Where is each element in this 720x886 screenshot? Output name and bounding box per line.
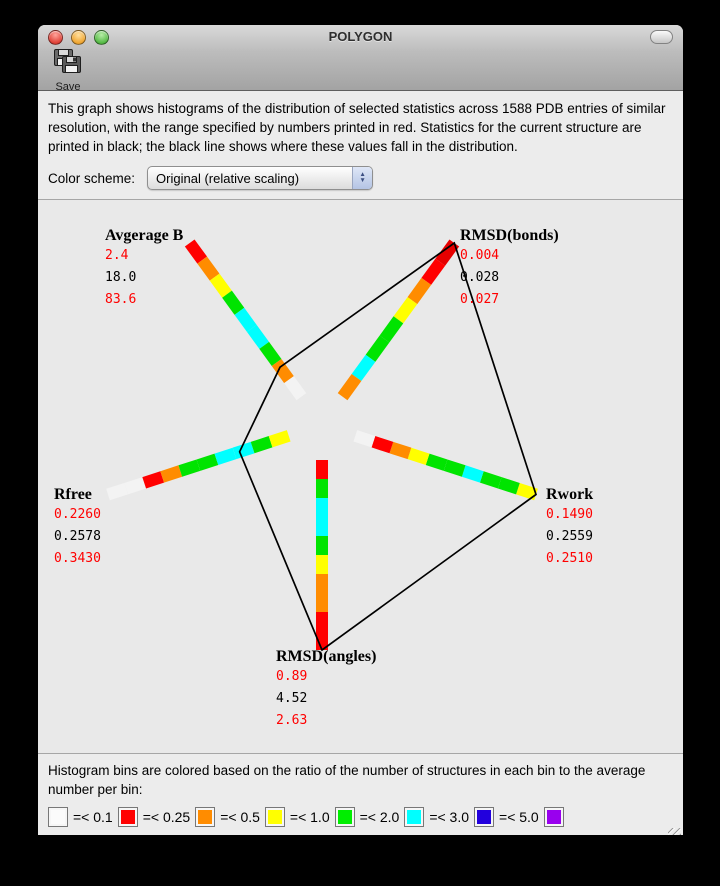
legend-label: =< 0.1 xyxy=(73,809,113,825)
histogram-bin xyxy=(126,483,144,489)
color-scheme-label: Color scheme: xyxy=(48,170,136,186)
polygon-plot-area xyxy=(38,199,683,754)
histogram-bin xyxy=(289,380,301,397)
legend-item xyxy=(118,807,191,827)
axis-label: Avgerage B xyxy=(105,227,184,244)
legend-item xyxy=(195,807,260,827)
axis-min-value: 0.89 xyxy=(276,669,308,684)
window-chrome xyxy=(38,25,683,91)
axis-max-value: 0.3430 xyxy=(54,551,101,566)
histogram-bin xyxy=(235,448,253,454)
axis-current-value: 4.52 xyxy=(276,691,308,706)
histogram-bin xyxy=(391,448,409,454)
stat-block-rmsd-bonds xyxy=(460,227,559,311)
legend-description: Histogram bins are colored based on the ratio of the number of structures in each bin to the average number per bin: xyxy=(48,763,646,797)
histogram-bin xyxy=(373,442,391,448)
histogram-bin xyxy=(464,471,482,477)
histogram-bin xyxy=(426,262,440,281)
axis-max-value: 0.027 xyxy=(460,292,500,307)
legend-label: =< 2.0 xyxy=(359,809,400,825)
axis-label: RMSD(angles) xyxy=(276,648,377,665)
histogram-bin xyxy=(202,260,214,277)
resize-grip[interactable] xyxy=(668,828,681,835)
legend-swatch-white xyxy=(48,807,68,827)
histogram-bin xyxy=(440,243,454,262)
save-floppy-icon xyxy=(53,48,83,80)
stat-block-rwork xyxy=(546,486,593,570)
axis-label: Rfree xyxy=(54,486,92,503)
dropdown-stepper-icon: ▲ ▼ xyxy=(352,167,372,189)
axis-label: RMSD(bonds) xyxy=(460,227,559,244)
histogram-bin xyxy=(271,436,289,442)
polygon-window xyxy=(38,25,683,835)
legend-swatch-purple xyxy=(544,807,564,827)
axis-current-value: 0.2578 xyxy=(54,529,101,544)
histogram-bin xyxy=(355,436,373,442)
toolbar-toggle-pill[interactable] xyxy=(650,30,673,44)
histogram-bin xyxy=(190,243,203,260)
histogram-bin xyxy=(253,442,271,448)
legend-swatch-yellow xyxy=(265,807,285,827)
legend-swatch-cyan xyxy=(404,807,424,827)
axis-min-value: 0.004 xyxy=(460,248,500,263)
color-scheme-dropdown[interactable] xyxy=(147,166,373,190)
histogram-bin xyxy=(518,489,536,495)
histogram-bin xyxy=(227,294,239,311)
legend-swatch-red xyxy=(118,807,138,827)
axis-max-value: 2.63 xyxy=(276,713,308,728)
histogram-bin xyxy=(398,301,412,320)
axis-current-value: 0.028 xyxy=(460,270,500,285)
legend-row xyxy=(48,807,673,827)
histogram-bin xyxy=(371,339,385,358)
axis-max-value: 83.6 xyxy=(105,292,137,307)
histogram-bin xyxy=(180,465,198,471)
legend-label: =< 0.25 xyxy=(142,809,191,825)
legend-item xyxy=(335,807,400,827)
histogram-bin xyxy=(343,378,357,397)
histogram-bin xyxy=(428,459,446,465)
axis-current-value: 18.0 xyxy=(105,270,137,285)
axis-min-value: 2.4 xyxy=(105,248,129,263)
legend-swatch-orange xyxy=(195,807,215,827)
histogram-bin xyxy=(216,453,234,459)
histogram-bin xyxy=(239,311,251,328)
color-scheme-value: Original (relative scaling) xyxy=(156,170,300,186)
intro-section xyxy=(38,91,683,190)
save-button[interactable] xyxy=(46,48,90,93)
color-scheme-row xyxy=(48,166,673,190)
histogram-bin xyxy=(264,345,276,362)
legend-item xyxy=(404,807,469,827)
axis-min-value: 0.1490 xyxy=(546,507,593,522)
axis-max-value: 0.2510 xyxy=(546,551,593,566)
intro-text: This graph shows histograms of the distribution of selected statistics across 1588 PDB entries of similar resolution, with the range specified by numbers printed in red. Statistics for the current structure are printed in black; the black line shows where these values fall in the distribution. xyxy=(48,101,666,154)
stat-block-rmsd-angles xyxy=(276,648,376,732)
legend-item xyxy=(544,807,569,827)
toolbar xyxy=(38,48,683,93)
histogram-bin xyxy=(198,459,216,465)
window-title: POLYGON xyxy=(328,29,393,44)
histogram-bin xyxy=(500,483,518,489)
axis-current-value: 0.2559 xyxy=(546,529,593,544)
histogram-bin xyxy=(482,477,500,483)
legend-label: =< 3.0 xyxy=(429,809,470,825)
axis-label: Rwork xyxy=(546,486,594,503)
histogram-bin xyxy=(215,277,227,294)
stat-block-rfree xyxy=(54,486,101,570)
histogram-bin xyxy=(108,489,126,495)
legend-item xyxy=(48,807,113,827)
title-bar[interactable] xyxy=(38,25,683,48)
histogram-bin xyxy=(357,358,371,377)
legend-swatch-green xyxy=(335,807,355,827)
legend-label: =< 5.0 xyxy=(499,809,539,825)
save-button-label: Save xyxy=(55,81,81,93)
histogram-bin xyxy=(412,281,426,300)
legend-item xyxy=(474,807,539,827)
histogram-bin xyxy=(252,328,264,345)
axis-min-value: 0.2260 xyxy=(54,507,101,522)
stat-block-average-b xyxy=(105,227,183,311)
histogram-bin xyxy=(446,465,464,471)
histogram-bin xyxy=(410,453,428,459)
histogram-bin xyxy=(162,471,180,477)
legend-label: =< 1.0 xyxy=(289,809,330,825)
legend-swatch-blue xyxy=(474,807,494,827)
legend-label: =< 0.5 xyxy=(220,809,260,825)
histogram-bin xyxy=(385,320,399,339)
histogram-bin xyxy=(144,477,162,483)
legend-section xyxy=(38,754,683,835)
legend-item xyxy=(265,807,330,827)
